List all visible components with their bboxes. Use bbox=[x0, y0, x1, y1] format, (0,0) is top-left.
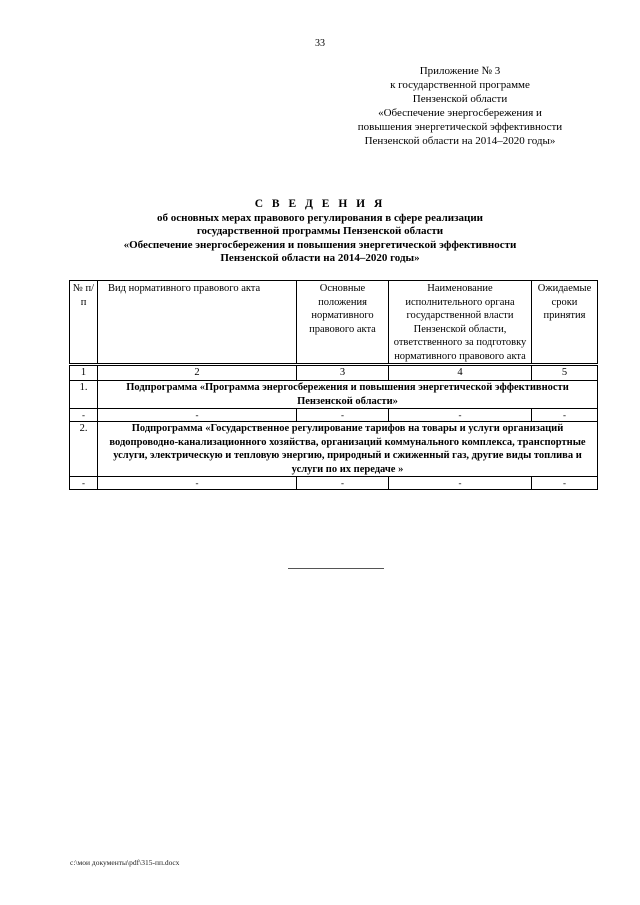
title-line: Пензенской области на 2014–2020 годы» bbox=[220, 252, 420, 264]
measures-table bbox=[69, 280, 598, 490]
table-cell: - bbox=[70, 409, 98, 422]
table-row bbox=[70, 365, 598, 381]
appendix-line: повышения энергетической эффективности bbox=[357, 121, 563, 133]
header-act-type: Вид нормативного правового акта bbox=[98, 281, 297, 365]
column-number: 5 bbox=[532, 365, 598, 381]
title-heading: С В Е Д Е Н И Я bbox=[254, 198, 386, 210]
table-cell: - bbox=[98, 477, 297, 490]
title-line: государственной программы Пензенской области bbox=[196, 225, 444, 237]
table-cell: - bbox=[297, 477, 389, 490]
table-cell: - bbox=[532, 477, 598, 490]
separator-line bbox=[288, 568, 384, 569]
table-cell: - bbox=[98, 409, 297, 422]
table-row bbox=[70, 381, 598, 409]
column-number: 1 bbox=[70, 365, 98, 381]
document-title bbox=[40, 198, 600, 266]
appendix-line: Пензенской области на 2014–2020 годы» bbox=[364, 135, 556, 147]
table-cell: - bbox=[532, 409, 598, 422]
header-no: № п/п bbox=[70, 281, 98, 365]
appendix-line: к государственной программе bbox=[390, 79, 530, 91]
table-cell: - bbox=[389, 477, 532, 490]
title-line: об основных мерах правового регулирования в сфере реализации bbox=[156, 211, 484, 224]
header-expected-dates: Ожидаемые сроки принятия bbox=[532, 281, 598, 365]
table-cell: - bbox=[70, 477, 98, 490]
subprogram-title: Подпрограмма «Государственное регулирование тарифов на товары и услуги организаций водопроводно-канализационного хозяйства, организаций коммунального комплекса, транспортные услуги, электрическую и тепловую энергию, природный и сжиженный газ, другие виды топлива и услуги по их передаче » bbox=[98, 422, 598, 477]
header-main-provisions: Основные положения нормативного правового акта bbox=[297, 281, 389, 365]
column-number: 3 bbox=[297, 365, 389, 381]
subprogram-title: Подпрограмма «Программа энергосбережения и повышения энергетической эффективности Пензенской области» bbox=[98, 381, 598, 409]
page-number: 33 bbox=[315, 38, 325, 49]
table-row bbox=[70, 477, 598, 490]
appendix-line: «Обеспечение энергосбережения и bbox=[378, 107, 542, 119]
header-responsible-body: Наименование исполнительного органа государственной власти Пензенской области, ответственного за подготовку нормативного правового акта bbox=[389, 281, 532, 365]
table-header-row bbox=[70, 281, 598, 365]
table-cell: - bbox=[389, 409, 532, 422]
title-line: «Обеспечение энергосбережения и повышения энергетической эффективности bbox=[123, 238, 517, 251]
table-cell: - bbox=[297, 409, 389, 422]
footer-file-path: c:\мои документы\pdf\315-пп.docx bbox=[70, 858, 180, 867]
table-row bbox=[70, 409, 598, 422]
column-number: 2 bbox=[98, 365, 297, 381]
column-number: 4 bbox=[389, 365, 532, 381]
appendix-line: Пензенской области bbox=[412, 93, 508, 105]
subprogram-number: 2. bbox=[70, 422, 98, 477]
subprogram-number: 1. bbox=[70, 381, 98, 409]
table-row bbox=[70, 422, 598, 477]
appendix-line: Приложение № 3 bbox=[419, 65, 501, 77]
appendix-note bbox=[330, 64, 590, 148]
